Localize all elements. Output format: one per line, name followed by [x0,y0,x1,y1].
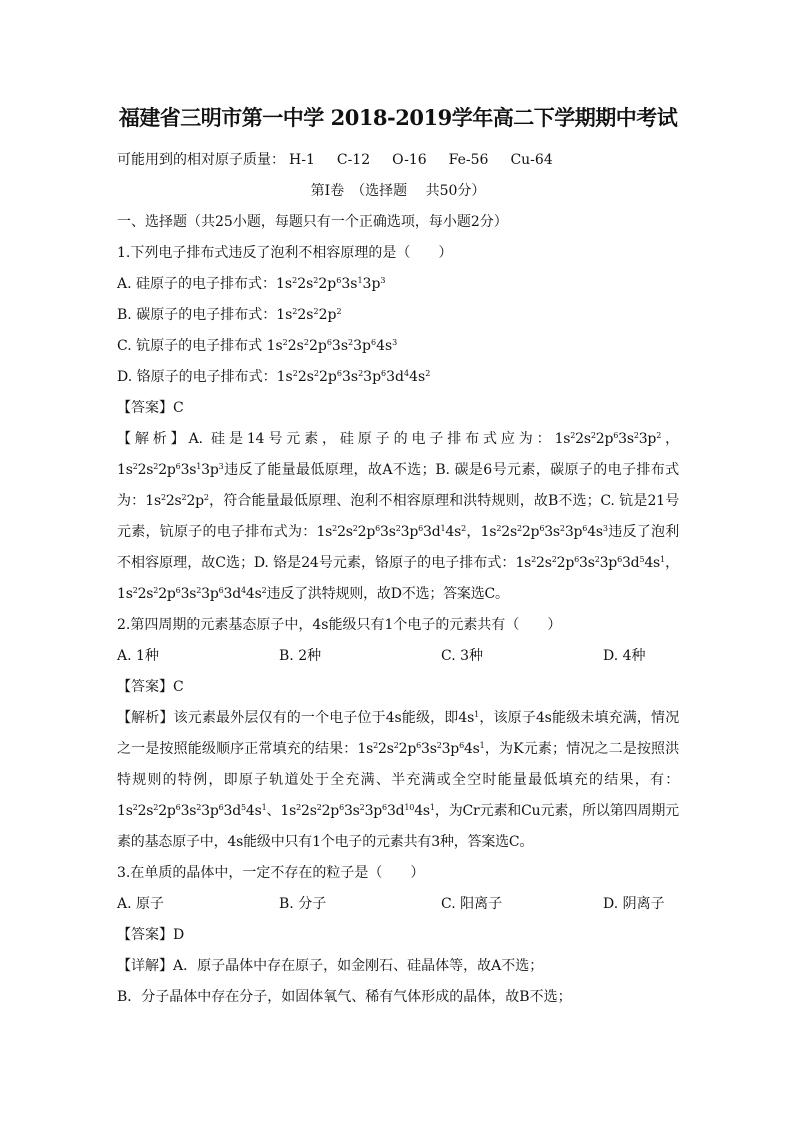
q1-stem: 1.下列电子排布式违反了泡利不相容原理的是（ ） [117,245,453,261]
q2-stem: 2.第四周期的元素基态原子中，4s能级只有1个电子的元素共有（ ） [117,617,562,633]
q3-detail-a: 【详解】A．原子晶体中存在原子，如金刚石、硅晶体等，故A不选； [117,958,544,974]
q1-option-a: A. 硅原子的电子排布式：$1s^22s^22p^63s^13p^3$ [117,276,386,292]
q3-answer: 【答案】D [117,927,185,943]
q1-option-d: D. 铬原子的电子排布式：$1s^22s^22p^63s^23p^63d^44s^2$ [117,369,431,385]
q3-option-a: A. 原子 [117,896,165,912]
q2-explanation: 【解析】该元素最外层仅有的一个电子位于4s能级，即$4s^1$，该原子4s能级未填充满，情况之一是按照能级顺序正常填充的结果：$1s^22s^22p^63s^23p^64s^1$，为K元素；情况之二是按照洪特规则的特例，即原子轨道处于全充满、半充满或全空时能量最低填充的结果，有：$1s^22s^22p^63s^23p^63d^54s^1$、$1s^22s^22p^63s^23p^63d^{10}4s^1$，为Cr元素和Cu元素，所以第四周期元素的基态原子中，4s能级中只有1个电子的元素共有3种，答案选C。 [117,710,679,850]
atomic-mass-item: Cu-64 [510,152,553,168]
atomic-mass-label: 可能用到的相对原子质量： [117,152,285,168]
part-heading: 一、选择题（共25小题，每题只有一个正确选项，每小题2分） [117,214,508,230]
q2-option-a: A. 1种 [117,648,159,664]
q3-option-d: D. 阴离子 [603,896,665,912]
page-title: 福建省三明市第一中学 2018-2019学年高二下学期期中考试 [118,105,678,130]
q3-option-b: B. 分子 [279,896,327,912]
atomic-mass-item: Fe-56 [448,152,489,168]
q2-option-d: D. 4种 [603,648,646,664]
q1-answer: 【答案】C [117,400,184,416]
q1-option-c: C. 钪原子的电子排布式 $1s^22s^22p^63s^23p^64s^3$ [117,338,398,354]
atomic-mass-item: H-1 [289,152,315,168]
q2-option-b: B. 2种 [279,648,322,664]
atomic-mass-item: C-12 [336,152,371,168]
atomic-mass-line [117,145,679,176]
q3-option-c: C. 阳离子 [441,896,503,912]
q2-option-c: C. 3种 [441,648,484,664]
q2-answer: 【答案】C [117,679,184,695]
q2-options [117,641,679,672]
q1-option-b: B. 碳原子的电子排布式：$1s^22s^22p^2$ [117,307,342,323]
q1-explanation: 【解析】A. 硅是14号元素，硅原子的电子排布式应为：$1s^22s^22p^63s^23p^2$，$1s^22s^22p^63s^13p^3$违反了能量最低原理，故A不选；B. 碳是6号元素，碳原子的电子排布式为：$1s^22s^22p^2$，符合能量最低原理、泡利不相容原理和洪特规则，故B不选；C. 钪是21号元素，钪原子的电子排布式为：$1s^22s^22p^63s^23p^63d^14s^2$，$1s^22s^22p^63s^23p^64s^3$违反了泡利不相容原理，故C选；D. 铬是24号元素，铬原子的电子排布式：$1s^22s^22p^63s^23p^63d^54s^1$，$1s^22s^22p^63s^23p^63d^44s^2$违反了洪特规则，故D不选；答案选C。 [117,431,680,602]
q3-options [117,889,679,920]
q3-detail-b: B．分子晶体中存在分子，如固体氧气、稀有气体形成的晶体，故B不选； [117,989,572,1005]
section-header: 第Ⅰ卷 （选择题 共50分） [310,183,486,199]
document-page [117,103,679,1013]
q3-stem: 3.在单质的晶体中，一定不存在的粒子是（ ） [117,865,425,881]
atomic-mass-item: O-16 [392,152,427,168]
